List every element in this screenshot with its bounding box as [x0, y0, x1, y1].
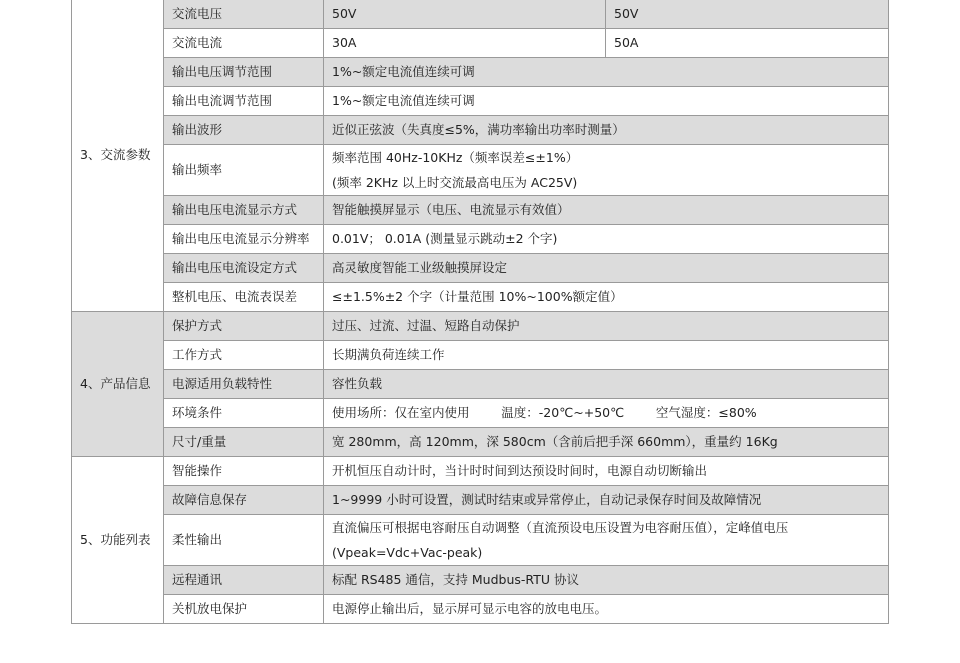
row-value: 近似正弦波（失真度≤5%，满功率输出功率时测量） — [324, 116, 889, 145]
row-value: 50A — [606, 29, 889, 58]
row-value: 0.01V； 0.01A (测量显示跳动±2 个字) — [324, 225, 889, 254]
row-label: 输出电压电流显示方式 — [164, 196, 324, 225]
table-row — [72, 486, 889, 515]
table-row — [72, 370, 889, 399]
row-label: 智能操作 — [164, 457, 324, 486]
row-label: 尺寸/重量 — [164, 428, 324, 457]
row-value: 长期满负荷连续工作 — [324, 341, 889, 370]
table-row — [72, 116, 889, 145]
table-row — [72, 196, 889, 225]
row-value: 1~9999 小时可设置，测试时结束或异常停止，自动记录保存时间及故障情况 — [324, 486, 889, 515]
row-value: ≤±1.5%±2 个字（计量范围 10%~100%额定值） — [324, 283, 889, 312]
table-row — [72, 595, 889, 624]
row-value: 50V — [324, 0, 606, 29]
row-label: 故障信息保存 — [164, 486, 324, 515]
row-value: 电源停止输出后，显示屏可显示电容的放电电压。 — [324, 595, 889, 624]
value-line: 直流偏压可根据电容耐压自动调整（直流预设电压设置为电容耐压值），定峰值电压 — [332, 520, 789, 535]
table-row — [72, 145, 889, 196]
table-row — [72, 225, 889, 254]
row-label: 关机放电保护 — [164, 595, 324, 624]
row-value: 标配 RS485 通信，支持 Mudbus-RTU 协议 — [324, 566, 889, 595]
row-label: 输出频率 — [164, 145, 324, 196]
value-line: (频率 2KHz 以上时交流最高电压为 AC25V) — [332, 175, 578, 190]
row-label: 输出电压电流设定方式 — [164, 254, 324, 283]
row-value: 50V — [606, 0, 889, 29]
table-row — [72, 399, 889, 428]
row-label: 保护方式 — [164, 312, 324, 341]
section-title-functions: 5、功能列表 — [72, 457, 164, 624]
row-value: 高灵敏度智能工业级触摸屏设定 — [324, 254, 889, 283]
row-label: 输出电流调节范围 — [164, 87, 324, 116]
table-row — [72, 341, 889, 370]
table-row — [72, 312, 889, 341]
value-line: 频率范围 40Hz-10KHz（频率误差≤±1%） — [332, 150, 579, 165]
row-label: 工作方式 — [164, 341, 324, 370]
spec-table — [71, 0, 889, 624]
table-row — [72, 58, 889, 87]
row-label: 交流电流 — [164, 29, 324, 58]
row-label: 柔性输出 — [164, 515, 324, 566]
table-row — [72, 0, 889, 29]
row-value: 开机恒压自动计时，当计时时间到达预设时间时，电源自动切断输出 — [324, 457, 889, 486]
section-title-product: 4、产品信息 — [72, 312, 164, 457]
value-line: (Vpeak=Vdc+Vac-peak) — [332, 545, 483, 560]
row-label: 输出电压调节范围 — [164, 58, 324, 87]
row-value: 1%~额定电流值连续可调 — [324, 87, 889, 116]
row-value: 宽 280mm，高 120mm，深 580cm（含前后把手深 660mm），重量约 16Kg — [324, 428, 889, 457]
table-row — [72, 283, 889, 312]
table-row — [72, 254, 889, 283]
row-value: 过压、过流、过温、短路自动保护 — [324, 312, 889, 341]
row-value — [324, 515, 889, 566]
table-row — [72, 29, 889, 58]
row-label: 整机电压、电流表误差 — [164, 283, 324, 312]
row-value: 1%~额定电流值连续可调 — [324, 58, 889, 87]
row-label: 输出电压电流显示分辨率 — [164, 225, 324, 254]
row-value — [324, 145, 889, 196]
table-row — [72, 87, 889, 116]
row-label: 环境条件 — [164, 399, 324, 428]
row-value: 容性负载 — [324, 370, 889, 399]
row-value: 使用场所：仅在室内使用 温度：-20℃~+50℃ 空气湿度：≤80% — [324, 399, 889, 428]
section-title-ac: 3、交流参数 — [72, 0, 164, 312]
table-row — [72, 457, 889, 486]
row-label: 电源适用负载特性 — [164, 370, 324, 399]
row-label: 交流电压 — [164, 0, 324, 29]
row-value: 智能触摸屏显示（电压、电流显示有效值） — [324, 196, 889, 225]
row-label: 输出波形 — [164, 116, 324, 145]
table-row — [72, 428, 889, 457]
table-row — [72, 566, 889, 595]
row-label: 远程通讯 — [164, 566, 324, 595]
table-row — [72, 515, 889, 566]
row-value: 30A — [324, 29, 606, 58]
